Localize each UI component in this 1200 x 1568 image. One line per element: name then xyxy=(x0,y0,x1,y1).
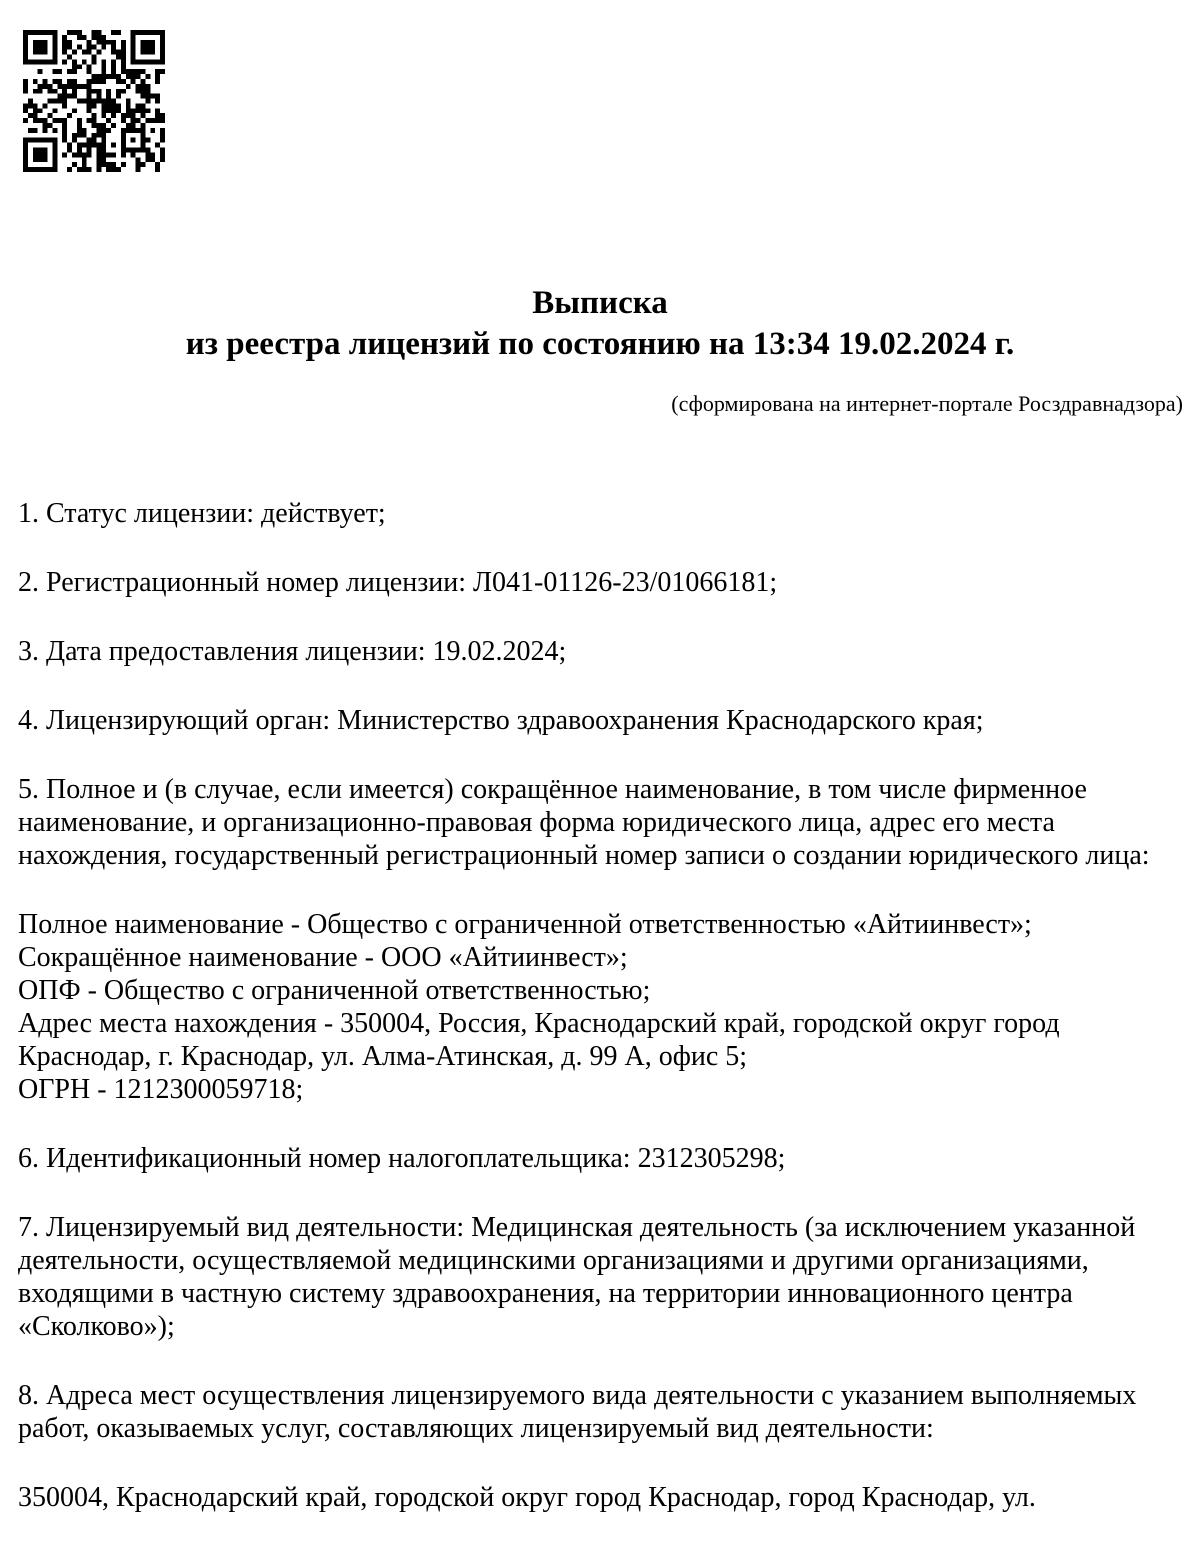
paragraph-line: Краснодар, г. Краснодар, ул. Алма-Атинская, д. 99 А, офис 5; xyxy=(18,1041,748,1072)
paragraph-line: Полное наименование - Общество с ограниченной ответственностью «Айтиинвест»; xyxy=(18,909,1032,940)
paragraph-line: Сокращённое наименование - ООО «Айтиинвест»; xyxy=(18,942,628,973)
paragraph-line: 3. Дата предоставления лицензии: 19.02.2024; xyxy=(18,636,567,667)
paragraph-2 xyxy=(18,566,1183,599)
paragraph-line: «Сколково»); xyxy=(18,1311,175,1342)
paragraph-7 xyxy=(18,1142,1183,1175)
document-title xyxy=(0,283,1200,365)
paragraph-line: 4. Лицензирующий орган: Министерство здравоохранения Краснодарского края; xyxy=(18,705,984,736)
qr-code-icon xyxy=(23,30,165,172)
paragraph-line: 8. Адреса мест осуществления лицензируемого вида деятельности с указанием выполняемых xyxy=(18,1380,1137,1411)
document-body xyxy=(18,497,1183,1514)
paragraph-5 xyxy=(18,773,1183,872)
paragraph-10 xyxy=(18,1481,1183,1514)
paragraph-4 xyxy=(18,704,1183,737)
paragraph-line: ОГРН - 1212300059718; xyxy=(18,1074,304,1105)
paragraph-line: 350004, Краснодарский край, городской округ город Краснодар, город Краснодар, ул. xyxy=(18,1482,1036,1513)
paragraph-line: наименование, и организационно-правовая форма юридического лица, адрес его места xyxy=(18,807,1055,838)
paragraph-8 xyxy=(18,1211,1183,1343)
paragraph-line: 1. Статус лицензии: действует; xyxy=(18,498,386,529)
paragraph-line: Адрес места нахождения - 350004, Россия, Краснодарский край, городской округ город xyxy=(18,1008,1060,1039)
paragraph-line: 2. Регистрационный номер лицензии: Л041-01126-23/01066181; xyxy=(18,567,778,598)
paragraph-line: деятельности, осуществляемой медицинскими организациями и другими организациями, xyxy=(18,1245,1089,1276)
paragraph-9 xyxy=(18,1379,1183,1445)
paragraph-line: 7. Лицензируемый вид деятельности: Медицинская деятельность (за исключением указанной xyxy=(18,1212,1136,1243)
paragraph-line: нахождения, государственный регистрационный номер записи о создании юридического лица: xyxy=(18,840,1150,871)
paragraph-1 xyxy=(18,497,1183,530)
paragraph-line: входящими в частную систему здравоохранения, на территории инновационного центра xyxy=(18,1278,1073,1309)
paragraph-line: работ, оказываемых услуг, составляющих лицензируемый вид деятельности: xyxy=(18,1413,934,1444)
paragraph-line: 5. Полное и (в случае, если имеется) сокращённое наименование, в том числе фирменное xyxy=(18,774,1087,805)
paragraph-3 xyxy=(18,635,1183,668)
document-subtitle: (сформирована на интернет-портале Росздравнадзора) xyxy=(671,391,1183,416)
document-title-line2: из реестра лицензий по состоянию на 13:34 19.02.2024 г. xyxy=(185,326,1015,362)
paragraph-line: 6. Идентификационный номер налогоплательщика: 2312305298; xyxy=(18,1143,786,1174)
paragraph-line: ОПФ - Общество с ограниченной ответственностью; xyxy=(18,975,651,1006)
document-title-line1: Выписка xyxy=(532,285,668,321)
paragraph-6 xyxy=(18,908,1183,1106)
